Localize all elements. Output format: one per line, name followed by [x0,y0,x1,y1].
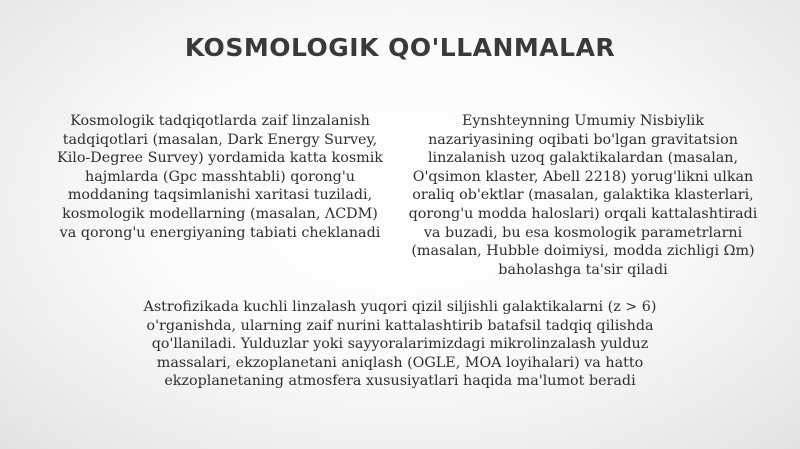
paragraph-strong-lensing: Astrofizikada kuchli linzalash yuqori qizil siljishli galaktikalarni (z > 6) o'rganishda, ularning zaif nurini kattalashtirib batafsil tadqiq qilishda qo'llaniladi. Yulduzlar yoki sayyoralarimizdagi mikrolinzalash yulduz massalari, ekzoplanetani aniqlash (OGLE, MOA loyihalari) va hatto ekzoplanetaning atmosfera xususiyatlari haqida ma'lumot beradi [143,299,657,390]
paragraph-gravitational-lensing: Eynshteynning Umumiy Nisbiylik nazariyasining oqibati bo'lgan gravitatsion linzalanish uzoq galaktikalardan (masalan, O'qsimon klaster, Abell 2218) yorug'likni ulkan oraliq ob'ektlar (masalan, galaktika klasterlari, qorong'u modda haloslari) orqali kattalashtiradi va buzadi, bu esa kosmologik parametrlarni (masalan, Hubble doimiysi, modda zichligi Ωm) baholashga ta'sir qiladi [408,113,758,278]
slide-title: KOSMOLOGIK QO'LLANMALAR [184,33,616,62]
paragraph-weak-lensing: Kosmologik tadqiqotlarda zaif linzalanish tadqiqotlari (masalan, Dark Energy Survey, Kilo-Degree Survey) yordamida katta kosmik hajmlarda (Gpc masshtabli) qorong'u moddaning taqsimlanishi xaritasi tuziladi, kosmologik modellarning (masalan, ΛCDM) va qorong'u energiyaning tabiati cheklanadi [57,113,383,241]
